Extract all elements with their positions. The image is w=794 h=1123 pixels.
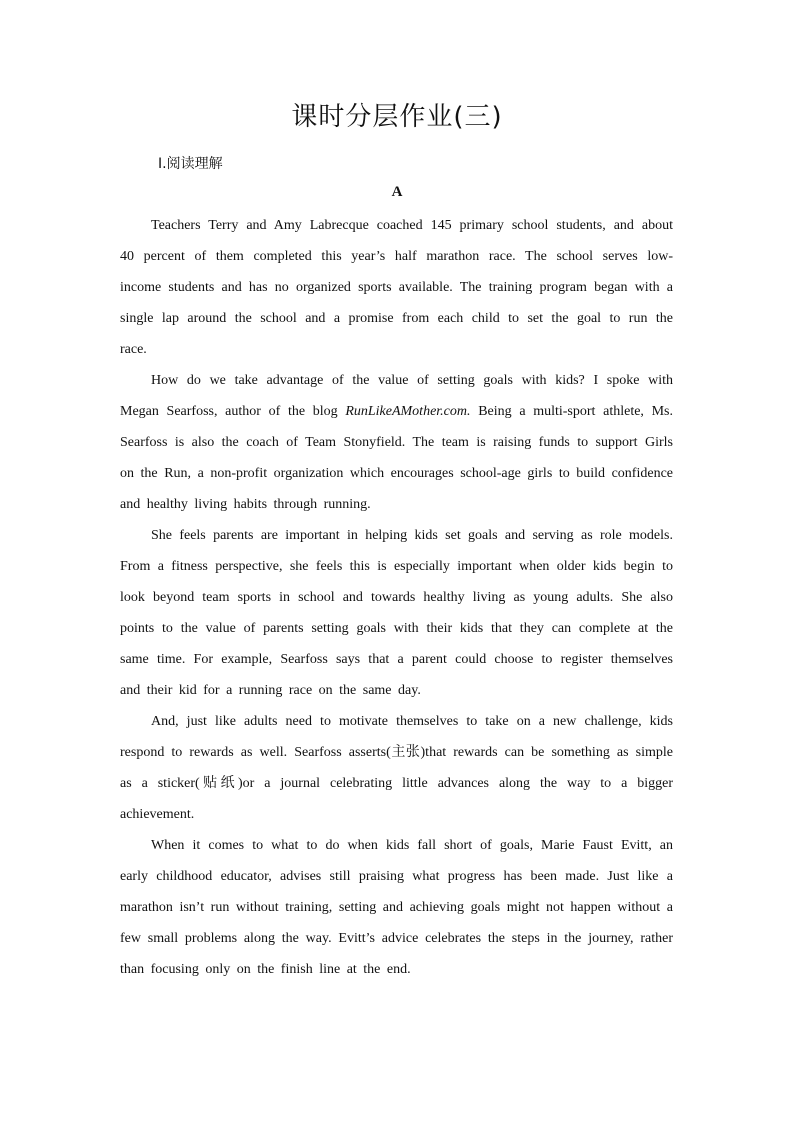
blog-name: RunLikeAMother.com. xyxy=(345,404,471,419)
passage-body xyxy=(120,210,673,985)
paragraph-text: Being a multi-sport athlete, Ms. Searfoss is also the coach of Team Stonyfield. The team is raising funds to support Girls on the Run, a non-profit organization which encourages school-age girls to build confidence and healthy living habits through running. xyxy=(120,404,673,512)
paragraph-1 xyxy=(120,210,673,365)
section-heading: Ⅰ.阅读理解 xyxy=(158,156,223,172)
paragraph-5 xyxy=(120,830,673,985)
paragraph-text: When it comes to what to do when kids fall short of goals, Marie Faust Evitt, an early childhood educator, advises still praising what progress has been made. Just like a marathon isn’t run without training, setting and achieving goals might not happen without a few small problems along the way. Evitt’s advice celebrates the steps in the journey, rather than focusing only on the finish line at the end. xyxy=(120,838,673,977)
page-title: 课时分层作业(三) xyxy=(291,102,503,132)
paragraph-2 xyxy=(120,365,673,520)
passage-label: A xyxy=(391,184,403,200)
paragraph-text: And, just like adults need to motivate themselves to take on a new challenge, kids respond to rewards as well. Searfoss asserts(主张)that rewards can be something as simple as a sticker(贴纸)or a journal celebrating little advances along the way to a bigger achievement. xyxy=(120,714,673,822)
paragraph-text: How do we take advantage of the value of setting goals with kids? I spoke with Megan Searfoss, author of the blog xyxy=(120,373,673,419)
paragraph-4 xyxy=(120,706,673,830)
paragraph-text: She feels parents are important in helping kids set goals and serving as role models. From a fitness perspective, she feels this is especially important when older kids begin to look beyond team sports in school and towards healthy living as young adults. She also points to the value of parents setting goals with their kids that they can complete at the same time. For example, Searfoss says that a parent could choose to register themselves and their kid for a running race on the same day. xyxy=(120,528,673,698)
paragraph-3 xyxy=(120,520,673,706)
paragraph-text: Teachers Terry and Amy Labrecque coached 145 primary school students, and about 40 percent of them completed this year’s half marathon race. The school serves low-income students and has no organized sports available. The training program began with a single lap around the school and a promise from each child to set the goal to run the race. xyxy=(120,218,673,357)
